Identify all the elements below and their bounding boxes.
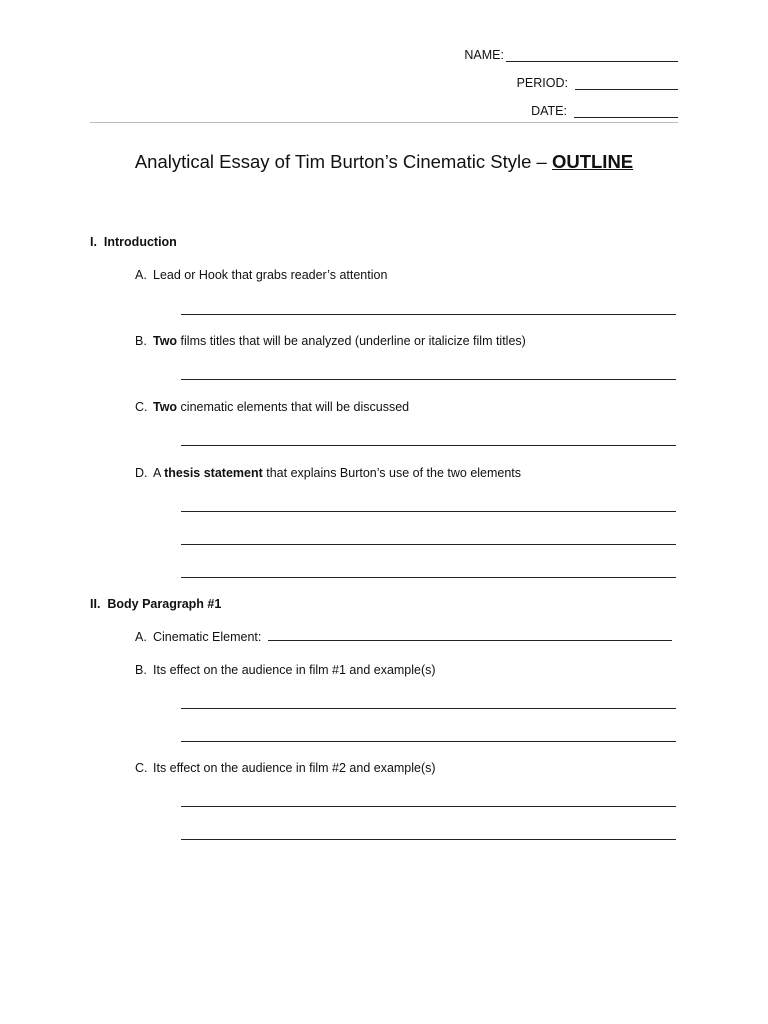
item-text: that explains Burton’s use of the two elements	[262, 466, 522, 480]
section-numeral: I.	[90, 235, 97, 249]
item-pre-text: A	[153, 466, 165, 480]
answer-line[interactable]	[181, 708, 676, 709]
item-text: Cinematic Element:	[153, 630, 262, 644]
answer-line[interactable]	[181, 839, 676, 840]
section-body-paragraph-heading	[90, 597, 221, 612]
section-introduction-heading	[90, 235, 177, 250]
item-bold-text: Two	[153, 334, 178, 348]
item-marker: B.	[135, 663, 147, 677]
section-title: Introduction	[103, 235, 177, 249]
item-marker: C.	[135, 761, 148, 775]
cinematic-element-blank[interactable]	[268, 629, 672, 641]
title-emphasis: OUTLINE	[551, 151, 634, 172]
intro-item-d	[135, 466, 521, 481]
answer-line[interactable]	[181, 577, 676, 578]
period-field	[517, 76, 678, 90]
date-blank[interactable]	[574, 105, 678, 118]
item-text: Its effect on the audience in film #2 and example(s)	[153, 761, 436, 775]
name-field	[464, 48, 678, 62]
answer-line[interactable]	[181, 544, 676, 545]
name-blank[interactable]	[506, 49, 678, 62]
body-item-a	[135, 629, 672, 645]
answer-line[interactable]	[181, 445, 676, 446]
period-label: PERIOD:	[516, 76, 568, 90]
item-text: Its effect on the audience in film #1 and example(s)	[153, 663, 436, 677]
answer-line[interactable]	[181, 511, 676, 512]
intro-item-a	[135, 268, 387, 283]
item-marker: C.	[135, 400, 148, 414]
item-text: films titles that will be analyzed (underline or italicize film titles)	[177, 334, 526, 348]
item-marker: B.	[135, 334, 147, 348]
item-marker: A.	[135, 268, 147, 282]
item-text: cinematic elements that will be discussed	[177, 400, 410, 414]
item-text: Lead or Hook that grabs reader’s attention	[153, 268, 388, 282]
body-item-b	[135, 663, 436, 678]
answer-line[interactable]	[181, 379, 676, 380]
name-label: NAME:	[464, 48, 504, 62]
section-title: Body Paragraph #1	[107, 597, 222, 611]
answer-line[interactable]	[181, 741, 676, 742]
body-item-c	[135, 761, 436, 776]
item-marker: A.	[135, 630, 147, 644]
header-divider	[90, 122, 678, 123]
intro-item-b	[135, 334, 526, 349]
item-marker: D.	[135, 466, 148, 480]
answer-line[interactable]	[181, 314, 676, 315]
answer-line[interactable]	[181, 806, 676, 807]
date-label: DATE:	[531, 104, 567, 118]
page-title	[0, 150, 768, 174]
period-blank[interactable]	[575, 77, 678, 90]
item-bold-text: Two	[153, 400, 178, 414]
title-main: Analytical Essay of Tim Burton’s Cinematic Style –	[134, 151, 552, 172]
intro-item-c	[135, 400, 409, 415]
date-field	[531, 104, 678, 118]
item-bold-text: thesis statement	[164, 466, 263, 480]
section-numeral: II.	[90, 597, 101, 611]
